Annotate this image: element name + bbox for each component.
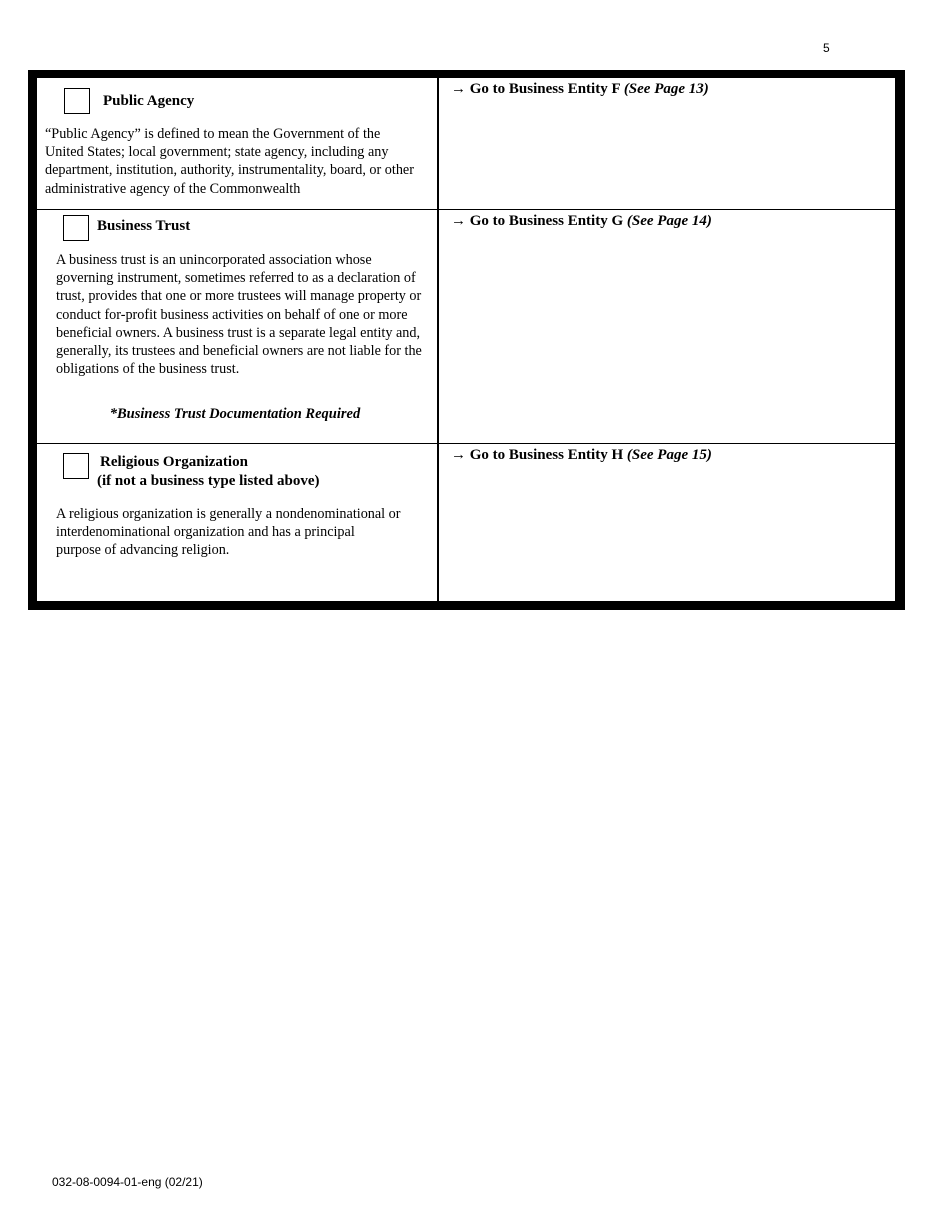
religious-organization-title: Religious Organization — [100, 454, 248, 470]
public-agency-cell — [37, 78, 437, 209]
goto-entity-h: → Go to Business Entity H (See Page 15) — [451, 447, 712, 463]
public-agency-description: “Public Agency” is defined to mean the Government of the United States; local government; state agency, including any department, institution, authority, instrumentality, board, or other administrative agency of the Commonwealth — [45, 126, 414, 197]
table-grid — [37, 78, 895, 601]
business-trust-destination — [439, 210, 895, 443]
public-agency-title: Public Agency — [103, 93, 195, 109]
entity-type-table — [28, 70, 905, 610]
business-trust-title: Business Trust — [97, 218, 191, 234]
public-agency-destination — [439, 78, 895, 209]
religious-organization-subtitle: (if not a business type listed above) — [97, 473, 320, 489]
business-trust-cell — [37, 210, 437, 443]
goto-entity-f: → Go to Business Entity F (See Page 13) — [451, 81, 709, 97]
public-agency-checkbox[interactable] — [64, 88, 90, 114]
goto-entity-g: → Go to Business Entity G (See Page 14) — [451, 213, 712, 229]
business-trust-requirement: *Business Trust Documentation Required — [109, 406, 361, 422]
religious-organization-cell — [37, 444, 437, 601]
business-trust-description: A business trust is an unincorporated association whose governing instrument, sometimes referred to as a declaration of trust, provides that one or more trustees will manage property or conduct for-profit business activities on behalf of one or more beneficial owners. A business trust is a separate legal entity and, generally, its trustees and beneficial owners are not liable for the obligations of the business trust. — [56, 252, 422, 378]
religious-organization-destination — [439, 444, 895, 601]
business-trust-checkbox[interactable] — [63, 215, 89, 241]
page-number: 5 — [823, 41, 830, 55]
form-code-footer: 032-08-0094-01-eng (02/21) — [52, 1175, 203, 1189]
religious-organization-description: A religious organization is generally a nondenominational or interdenominational organization and has a principal purpose of advancing religion. — [56, 506, 401, 559]
religious-organization-checkbox[interactable] — [63, 453, 89, 479]
